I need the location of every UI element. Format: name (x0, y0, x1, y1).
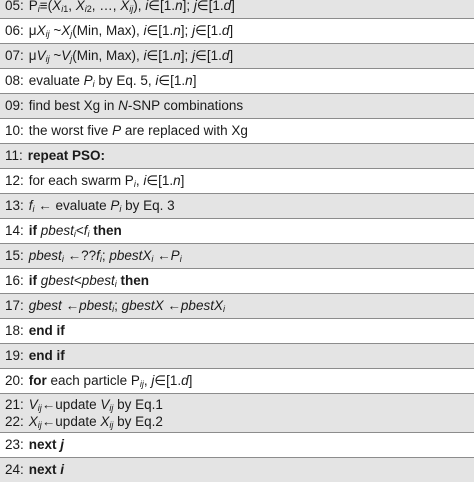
line-code: gbest ←pbest$_i$; gbestX ←pbestX$_i$ (28, 298, 225, 315)
algorithm-line (0, 168, 474, 193)
line-number: 07: (5, 48, 24, 64)
algorithm-line (0, 218, 474, 243)
algorithm-line (0, 393, 474, 432)
line-code: $\mu X_{ij}$ $\sim X_j(Min$, Max), i∈[1.n]; j∈[1.d] (28, 23, 234, 40)
line-code: $f_i$ ← evaluate $P_i$ by Eq. 3 (28, 198, 175, 215)
line-code: for each swarm $P_i$, i∈[1.n] (28, 173, 185, 190)
line-number: 10: (5, 123, 24, 139)
line-code: end if (28, 348, 65, 364)
line-code: find best Xg in N-SNP combinations (28, 98, 244, 114)
line-number: 05: (5, 0, 24, 14)
line-number: 08: (5, 73, 24, 89)
algorithm-line (0, 18, 474, 43)
line-code: next j (28, 437, 65, 453)
line-code: the worst five P are replaced with Xg (28, 123, 248, 139)
line-number: 19: (5, 348, 24, 364)
algorithm-line (0, 118, 474, 143)
algorithm-line (0, 68, 474, 93)
line-number: 06: (5, 23, 24, 39)
line-number: 22: (5, 414, 24, 429)
algorithm-line (0, 243, 474, 268)
line-number: 23: (5, 437, 24, 453)
line-code: pbest$_i$ $\leftarrow??f_i$; pbestX$_i$ $\leftarrow P_i$ (28, 248, 182, 265)
line-number: 14: (5, 223, 24, 239)
line-code: if gbest<pbest$_i$ then (28, 273, 150, 290)
line-number: 12: (5, 173, 24, 189)
line-number: 24: (5, 462, 24, 478)
line-number: 18: (5, 323, 24, 339)
line-code: next i (28, 462, 65, 478)
line-number: 20: (5, 373, 24, 389)
line-number: 21: (5, 397, 24, 412)
line-number: 13: (5, 198, 24, 214)
algorithm-line (0, 457, 474, 482)
algorithm-line (0, 193, 474, 218)
line-code: end if (28, 323, 65, 339)
algorithm-line (0, 268, 474, 293)
line-code: $P_i\equiv(X_{i1}$, $X_{i2}$, …, $X_{ij}$), i∈[1.n]; j∈[1.d] (28, 0, 235, 15)
line-number: 15: (5, 248, 24, 264)
algorithm-line (0, 318, 474, 343)
algorithm-line (0, 293, 474, 318)
line-code: evaluate $P_i$ by Eq. 5, i∈[1.n] (28, 73, 197, 90)
algorithm-line (0, 143, 474, 168)
line-code: $V_{ij}\leftarrow update$ $V_{ij}$ by Eq.1 $X_{ij}\leftarrow update$ $X_{ij}$ by Eq.2 (28, 397, 163, 430)
algorithm-line (0, 93, 474, 118)
line-number: 09: (5, 98, 24, 114)
line-number: 17: (5, 298, 24, 314)
algorithm-line (0, 432, 474, 457)
line-number: 16: (5, 273, 24, 289)
line-number (5, 396, 24, 430)
line-code: $\mu V_{ij}$ $\sim V_j(Min$, Max), i∈[1.n]; j∈[1.d] (28, 48, 234, 65)
algorithm-line (0, 368, 474, 393)
line-code: for each particle $P_{ij}$, j∈[1.d] (28, 373, 193, 390)
line-number: 11: (5, 148, 23, 164)
algorithm-line (0, 0, 474, 18)
line-code: if $pbest_i<f_i$ then (28, 223, 122, 240)
algorithm-line (0, 43, 474, 68)
line-code: repeat PSO: (27, 148, 106, 164)
algorithm-line (0, 343, 474, 368)
